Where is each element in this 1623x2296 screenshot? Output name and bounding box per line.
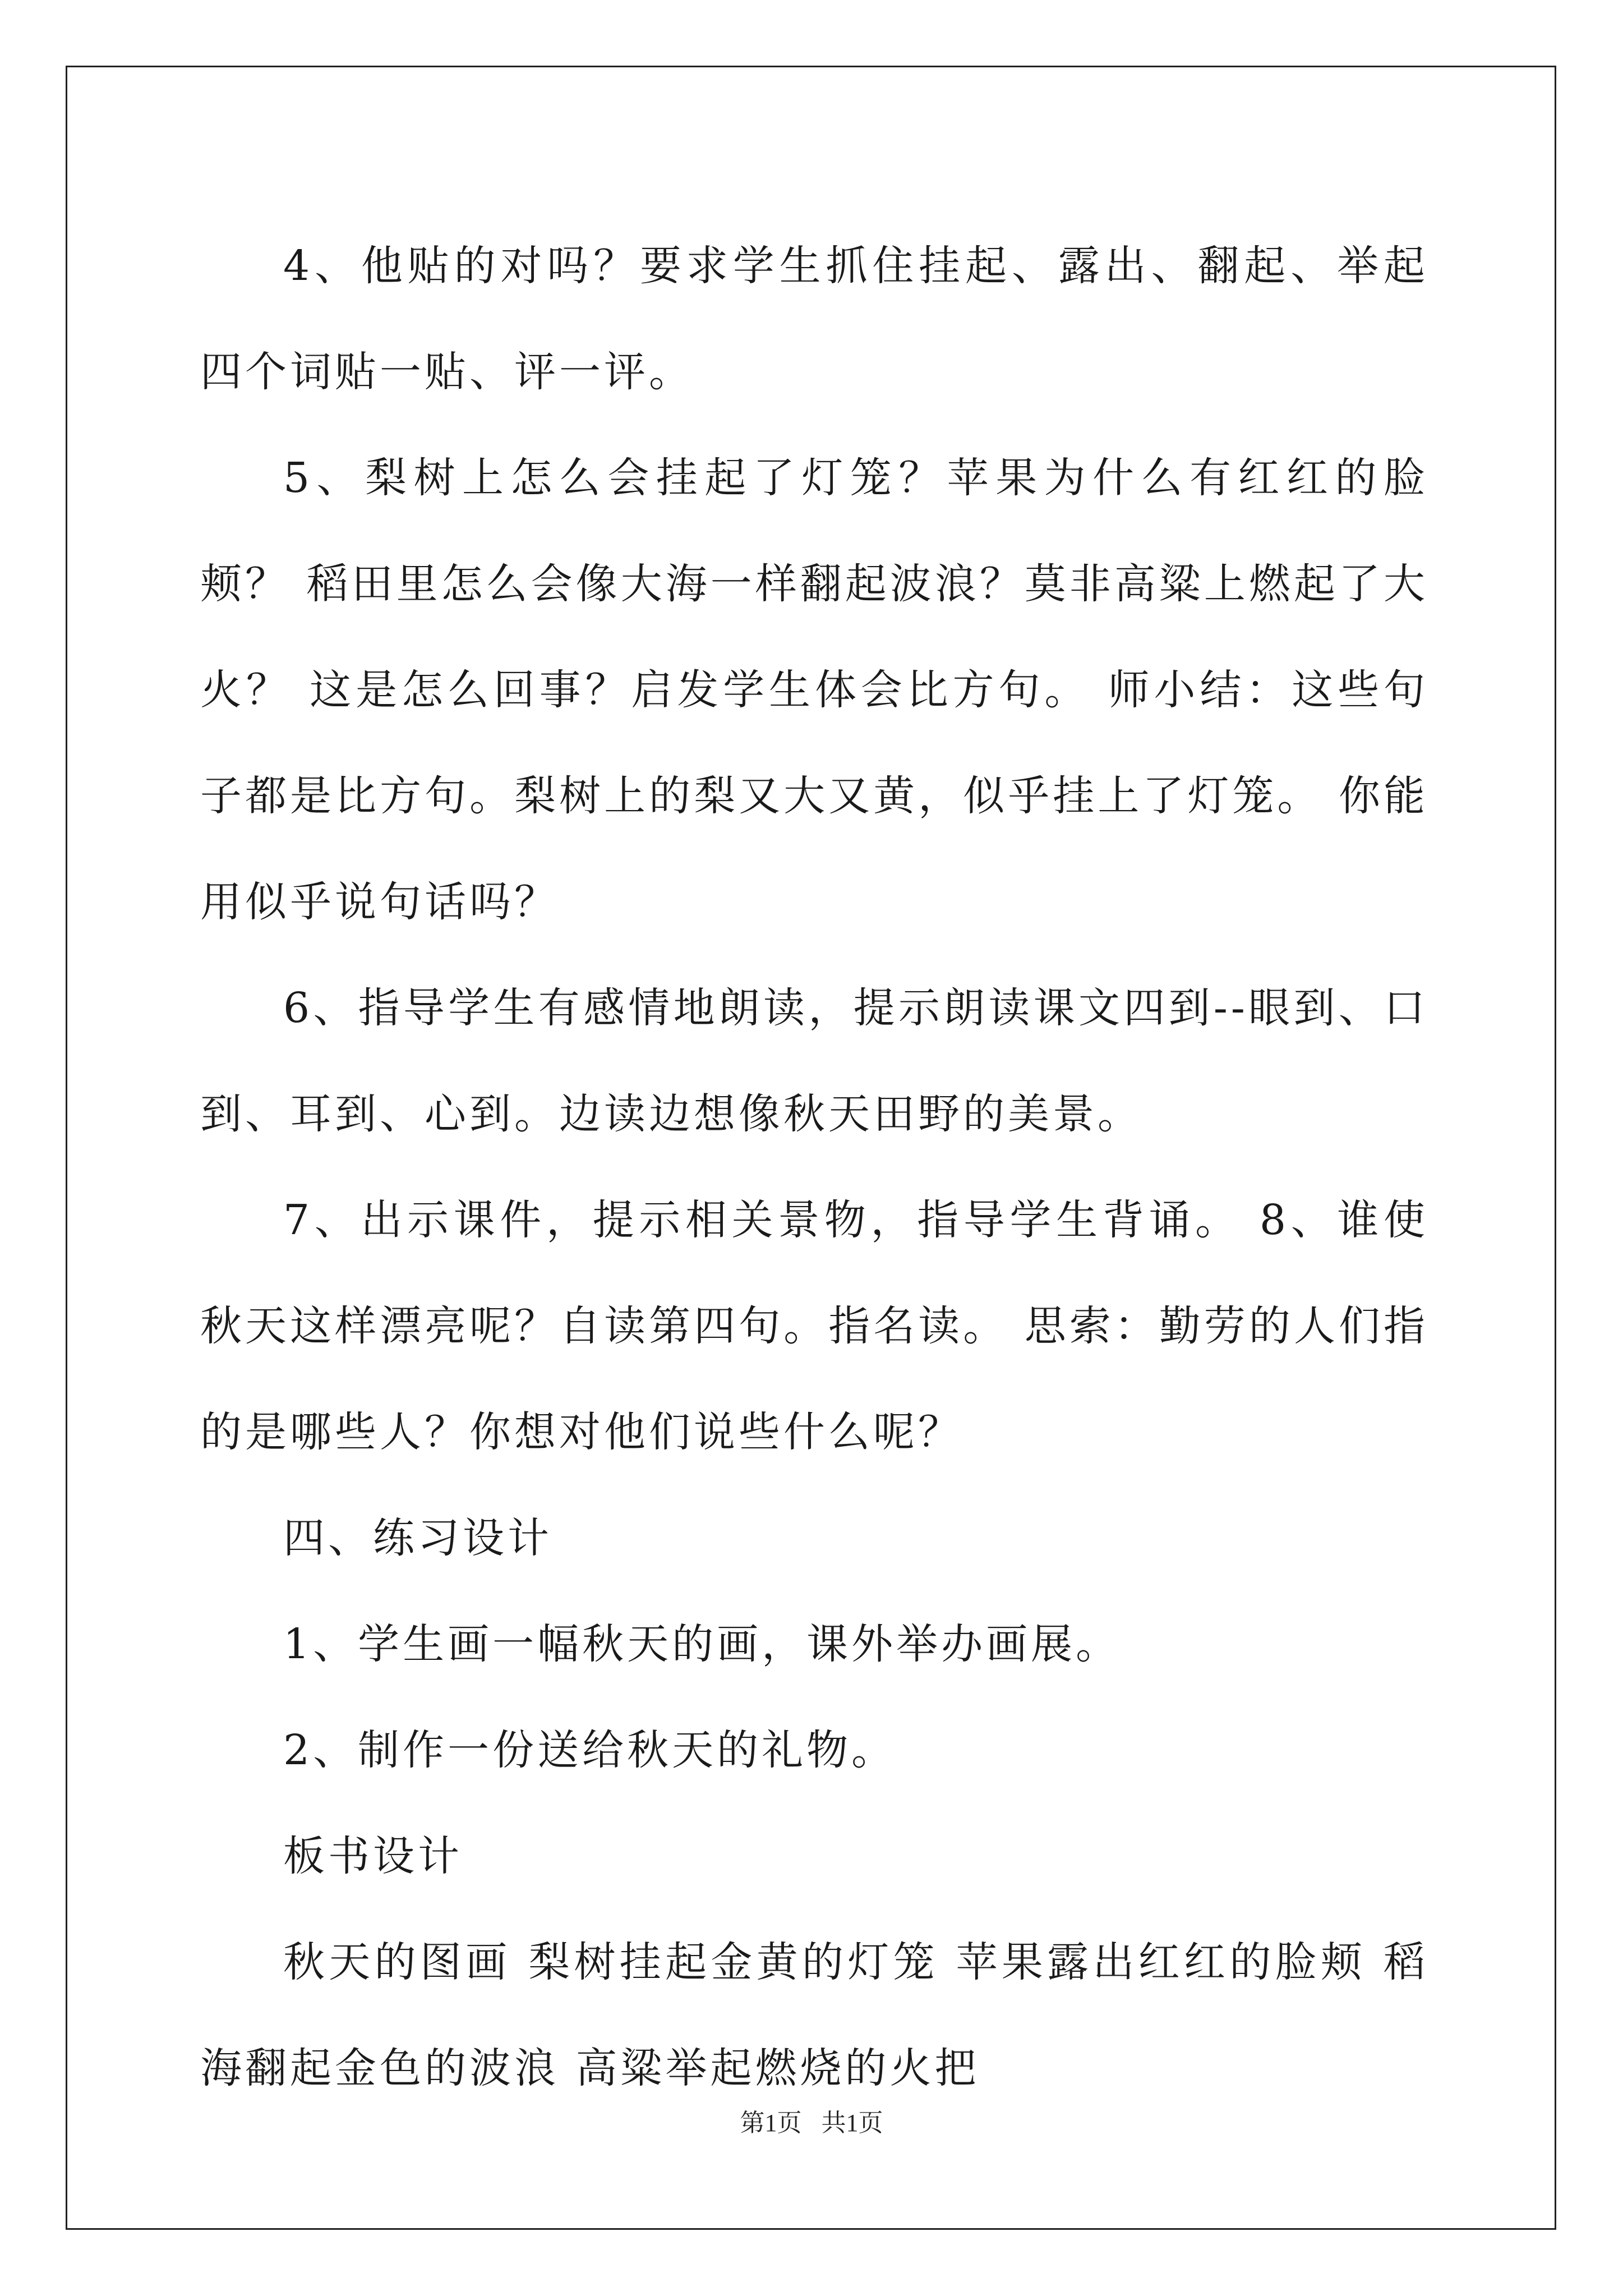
document-body xyxy=(200,213,1428,2122)
exercise-item-2: 2、制作一份送给秋天的礼物。 xyxy=(283,1726,897,1774)
section-heading-blackboard-design: 板书设计 xyxy=(283,1832,463,1880)
page-footer xyxy=(0,2106,1623,2140)
paragraph-step-4: 4、他贴的对吗？要求学生抓住挂起、露出、翻起、举起四个词贴一贴、评一评。 xyxy=(200,242,1428,396)
blackboard-design-content: 秋天的图画 梨树挂起金黄的灯笼 苹果露出红红的脸颊 稻海翻起金色的波浪 高粱举起燃烧的火把 xyxy=(200,1938,1428,2092)
paragraph-step-6: 6、指导学生有感情地朗读，提示朗读课文四到--眼到、口到、耳到、心到。边读边想像秋天田野的美景。 xyxy=(200,984,1428,1138)
section-heading-exercise-design: 四、练习设计 xyxy=(283,1514,552,1562)
exercise-item-1: 1、学生画一幅秋天的画，课外举办画展。 xyxy=(283,1620,1121,1668)
paragraph-step-7: 7、出示课件，提示相关景物，指导学生背诵。 8、谁使秋天这样漂亮呢？自读第四句。指名读。 思索：勤劳的人们指的是哪些人？你想对他们说些什么呢？ xyxy=(200,1196,1428,1456)
page-number-total: 共1页 xyxy=(821,2109,883,2137)
page-number-current: 第1页 xyxy=(740,2109,802,2137)
paragraph-step-5: 5、梨树上怎么会挂起了灯笼？苹果为什么有红红的脸颊？ 稻田里怎么会像大海一样翻起波浪？莫非高粱上燃起了大火？ 这是怎么回事？启发学生体会比方句。 师小结：这些句子都是比方句。梨树上的梨又大又黄，似乎挂上了灯笼。 你能用似乎说句话吗？ xyxy=(200,454,1428,926)
